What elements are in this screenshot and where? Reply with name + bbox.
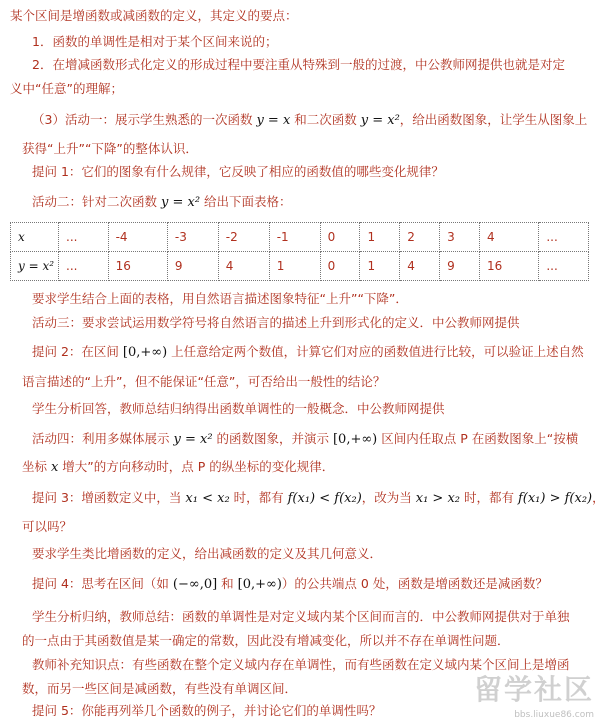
activity-text: 活动二：针对二次函数 (32, 194, 161, 209)
watermark-text: 留学社区 (473, 673, 594, 706)
table-cell: 4 (480, 223, 539, 252)
text-line (22, 459, 334, 476)
formula: x (50, 460, 59, 475)
table-cell: 9 (167, 252, 218, 281)
interval: [0,+∞) (332, 432, 378, 447)
table-cell: 2 (400, 223, 440, 252)
table-cell: 4 (218, 252, 269, 281)
question-text: 时，都有 (229, 490, 288, 505)
table-cell: -4 (108, 223, 167, 252)
table-cell: 3 (440, 223, 480, 252)
table-cell: 9 (440, 252, 480, 281)
text-line: 2．在增减函数形式化定义的形成过程中要注重从特殊到一般的过渡，中公教师网提供也就是对定 (32, 57, 565, 72)
watermark-logo (444, 673, 594, 720)
question-2 (32, 344, 584, 361)
table-cell: -1 (269, 223, 320, 252)
question-1: 提问 1：它们的图象有什么规律，它反映了相应的函数值的哪些变化规律？ (32, 164, 444, 179)
text-line: 的一点由于其函数值是某一确定的常数，因此没有增减变化，所以并不存在单调性问题． (22, 633, 510, 648)
table-row (11, 223, 589, 252)
question-text: 提问 4：思考在区间（如 (32, 576, 173, 591)
text-line: 1．函数的单调性是相对于某个区间来说的； (32, 34, 278, 49)
formula: y = x² (173, 432, 213, 447)
text-line: 要求学生结合上面的表格，用自然语言描述图象特征“上升”“下降”． (32, 291, 408, 306)
text-line: 获得“上升”“下降”的整体认识． (22, 141, 198, 156)
table-header-cell: x (11, 223, 59, 252)
table-cell: 16 (108, 252, 167, 281)
activity-three: 活动三：要求尝试运用数学符号将自然语言的描述上升到形式化的定义．中公教师网提供 (32, 315, 520, 330)
activity-two (32, 194, 292, 211)
values-table (10, 222, 589, 281)
activity-text: （3）活动一：展示学生熟悉的一次函数 (32, 112, 257, 127)
table-cell: 16 (480, 252, 539, 281)
question-text: ， (592, 490, 605, 505)
question-text: 和 (217, 576, 238, 591)
activity-text: 坐标 (22, 459, 51, 474)
table-cell: ... (59, 252, 109, 281)
activity-text: 区间内任取点 P 在函数图象上“按横 (377, 431, 579, 446)
question-text: 上任意给定两个数值，计算它们对应的函数值进行比较，可以验证上述自然 (167, 344, 584, 359)
activity-text: 和二次函数 (290, 112, 361, 127)
question-text: 提问 3：增函数定义中，当 (32, 490, 186, 505)
interval: [0,+∞) (237, 577, 282, 592)
activity-four (32, 431, 578, 448)
formula: y = x (256, 113, 291, 128)
text-line: 教师补充知识点：有些函数在整个定义域内存在单调性，而有些函数在定义域内某个区间上是增函 (32, 657, 570, 672)
question-text: 提问 2：在区间 (32, 344, 123, 359)
question-text: ，改为当 (361, 490, 416, 505)
table-cell: -2 (218, 223, 269, 252)
table-cell: ... (539, 223, 589, 252)
activity-text: 增大”的方向移动时，点 P 的纵坐标的变化规律． (58, 459, 335, 474)
text-line: 可以吗？ (22, 519, 73, 534)
text-line: 某个区间是增函数或减函数的定义，其定义的要点： (10, 8, 298, 23)
text-line: 学生分析回答，教师总结归纳得出函数单调性的一般概念．中公教师网提供 (32, 401, 445, 416)
text-line: 数，而另一些区间是减函数，有些没有单调区间． (22, 681, 298, 696)
question-text: ）的公共端点 0 处，函数是增函数还是减函数？ (281, 576, 548, 591)
question-3 (32, 490, 605, 507)
table-cell: 1 (360, 252, 400, 281)
text-line: 义中“任意”的理解； (10, 81, 123, 96)
table-cell: 1 (360, 223, 400, 252)
formula: y = x² (160, 195, 201, 210)
table-cell: 1 (269, 252, 320, 281)
table-row (11, 252, 589, 281)
question-4 (32, 576, 548, 593)
table-cell: ... (539, 252, 589, 281)
table-cell: 0 (320, 252, 360, 281)
table-cell: 0 (320, 223, 360, 252)
table-cell: -3 (167, 223, 218, 252)
formula: x₁ > x₂ (415, 491, 460, 506)
question-text: 时，都有 (460, 490, 518, 505)
activity-text: 的函数图象，并演示 (212, 431, 333, 446)
activity-text: ，给出函数图象，让学生从图象上 (399, 112, 588, 127)
text-line: 语言描述的“上升”，但不能保证“任意”，可否给出一般性的结论？ (22, 374, 386, 389)
interval: [0,+∞) (122, 345, 168, 360)
question-5: 提问 5：你能再列举几个函数的例子，并讨论它们的单调性吗？ (32, 703, 382, 718)
formula: f(x₁) > f(x₂) (517, 491, 593, 506)
formula: y = x² (360, 113, 400, 128)
formula: f(x₁) < f(x₂) (287, 491, 362, 506)
activity-text: 活动四：利用多媒体展示 (32, 431, 174, 446)
table-header-cell: y = x² (11, 252, 59, 281)
text-line: 学生分析归纳，教师总结：函数的单调性是对定义域内某个区间而言的．中公教师网提供对于单独 (32, 609, 570, 624)
activity-text: 给出下面表格： (200, 194, 292, 209)
activity-one (32, 112, 587, 129)
formula: x₁ < x₂ (185, 491, 230, 506)
interval: (−∞,0] (172, 577, 218, 592)
text-line: 要求学生类比增函数的定义，给出减函数的定义及其几何意义． (32, 546, 383, 561)
table-cell: ... (59, 223, 109, 252)
watermark-url: bbs.liuxue86.com (514, 710, 594, 720)
table-cell: 4 (400, 252, 440, 281)
